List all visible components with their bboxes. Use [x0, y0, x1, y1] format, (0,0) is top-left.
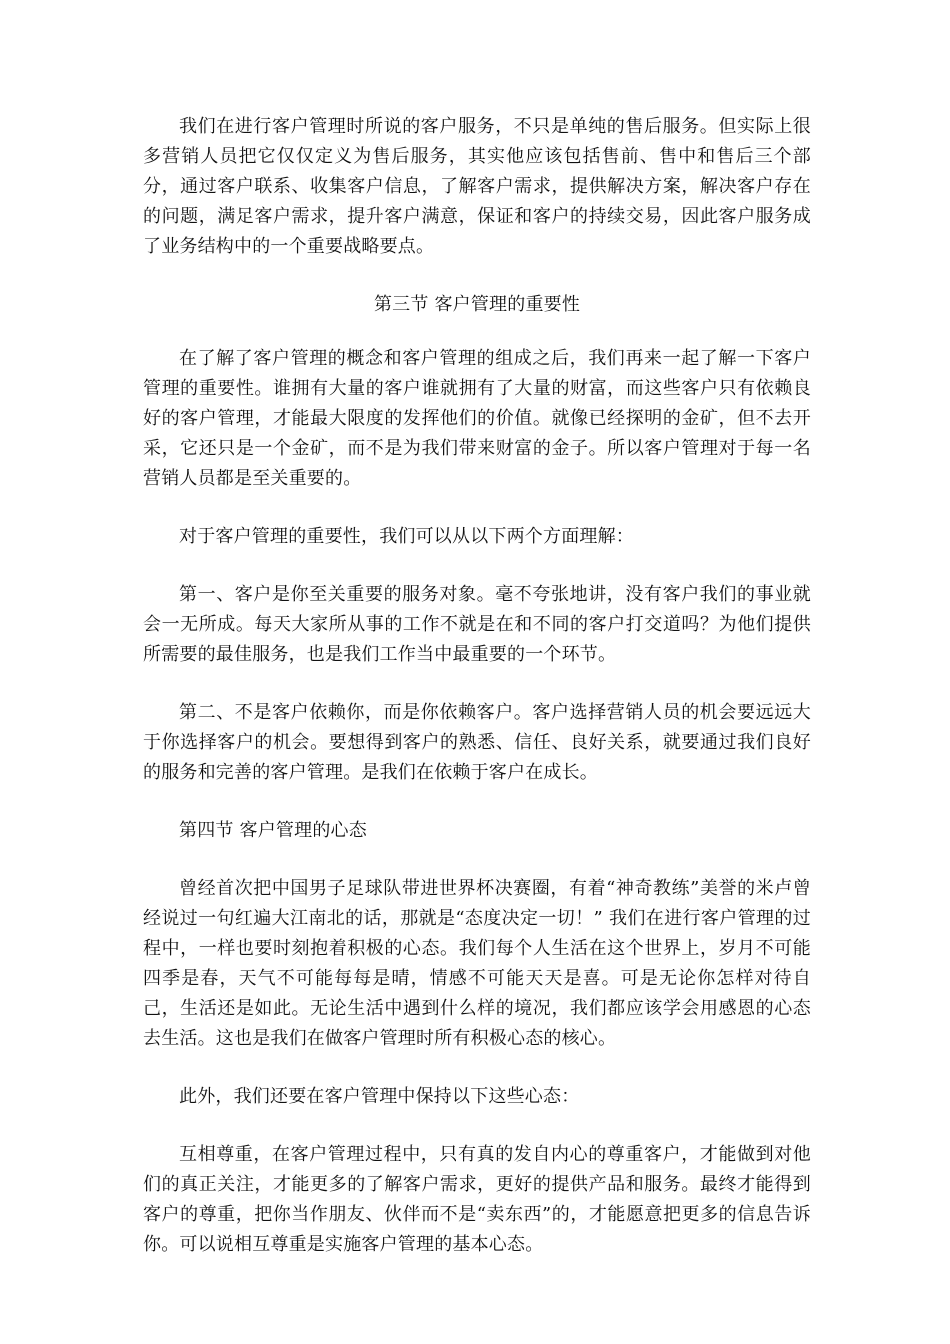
- section-heading-mindset: 第四节 客户管理的心态: [179, 820, 367, 841]
- paragraph-two-aspects: 对于客户管理的重要性，我们可以从以下两个方面理解：: [179, 526, 634, 547]
- paragraph-aspect-one: 第一、客户是你至关重要的服务对象。毫不夸张地讲，没有客户我们的事业就会一无所成。每天大家所从事的工作不就是在和不同的客户打交道吗？为他们提供所需要的最佳服务，也是我们工作当中最重要的一个环节。: [143, 584, 811, 665]
- paragraph-mindset-intro: 曾经首次把中国男子足球队带进世界杯决赛圈，有着“神奇教练”美誉的米卢曾经说过一句红遍大江南北的话，那就是“态度决定一切！” 我们在进行客户管理的过程中，一样也要时刻抱着积极的心态。我们每个人生活在这个世界上，岁月不可能四季是春，天气不可能每每是晴，情感不可能天天是喜。可是无论你怎样对待自己，生活还是如此。无论生活中遇到什么样的境况，我们都应该学会用感恩的心态去生活。这也是我们在做客户管理时所有积极心态的核心。: [143, 878, 811, 1049]
- paragraph-mindset-list-intro: 此外，我们还要在客户管理中保持以下这些心态：: [179, 1086, 580, 1107]
- paragraph-importance-intro: 在了解了客户管理的概念和客户管理的组成之后，我们再来一起了解一下客户管理的重要性。谁拥有大量的客户谁就拥有了大量的财富，而这些客户只有依赖良好的客户管理，才能最大限度的发挥他们的价值。就像已经探明的金矿，但不去开采，它还只是一个金矿，而不是为我们带来财富的金子。所以客户管理对于每一名营销人员都是至关重要的。: [143, 348, 811, 489]
- paragraph-customer-service: 我们在进行客户管理时所说的客户服务，不只是单纯的售后服务。但实际上很多营销人员把它仅仅定义为售后服务，其实他应该包括售前、售中和售后三个部分，通过客户联系、收集客户信息，了解客户需求，提供解决方案，解决客户存在的问题，满足客户需求，提升客户满意，保证和客户的持续交易，因此客户服务成了业务结构中的一个重要战略要点。: [143, 116, 811, 257]
- paragraph-mutual-respect: 互相尊重，在客户管理过程中，只有真的发自内心的尊重客户，才能做到对他们的真正关注，才能更多的了解客户需求，更好的提供产品和服务。最终才能得到客户的尊重，把你当作朋友、伙伴而不是“卖东西”的，才能愿意把更多的信息告诉你。可以说相互尊重是实施客户管理的基本心态。: [143, 1144, 811, 1255]
- paragraph-aspect-two: 第二、不是客户依赖你，而是你依赖客户。客户选择营销人员的机会要远远大于你选择客户的机会。要想得到客户的熟悉、信任、良好关系，就要通过我们良好的服务和完善的客户管理。是我们在依赖于客户在成长。: [143, 702, 811, 783]
- document-page: [143, 112, 811, 1288]
- section-heading-importance: 第三节 客户管理的重要性: [373, 294, 581, 315]
